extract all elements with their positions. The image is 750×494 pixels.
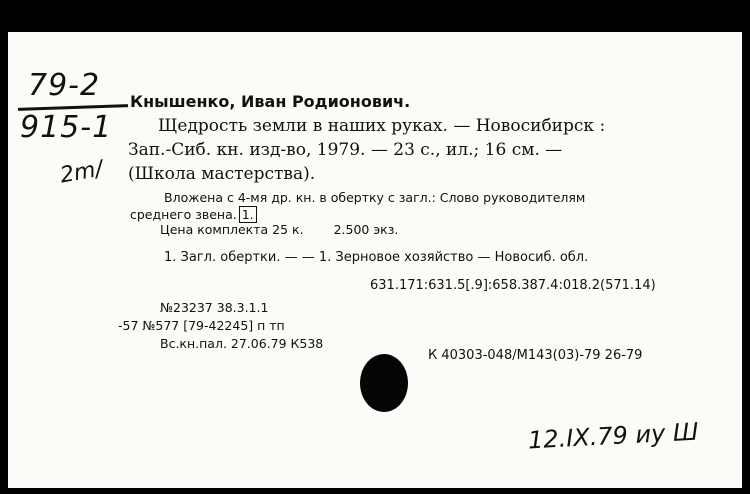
- catalog-line-1: №23237 38.3.1.1: [160, 300, 269, 315]
- call-number-top: 79-2: [28, 68, 101, 103]
- print-run: 2.500 экз.: [333, 222, 399, 237]
- author-heading: Кнышенко, Иван Родионович.: [130, 92, 411, 111]
- note-line-1: Вложена с 4-мя др. кн. в обертку с загл.: Слово руководителям: [164, 190, 586, 205]
- subject-tracing: 1. Загл. обертки. — — 1. Зерновое хозяйство — Новосиб. обл.: [164, 250, 589, 265]
- note-line-2-text: среднего звена.: [130, 207, 237, 222]
- k-index-line: К 40303-048/М143(03)-79 26-79: [428, 348, 643, 363]
- catalog-line-2: -57 №577 [79-42245] п тп: [118, 318, 285, 333]
- call-number-bottom: 915-1: [20, 110, 113, 145]
- udc-index: 631.171:631.5[.9]:658.387.4:018.2(571.14): [370, 278, 656, 293]
- handwritten-date: 12.IX.79 иу Ш: [527, 417, 700, 455]
- punch-hole: [360, 354, 408, 412]
- price: Цена комплекта 25 к.: [160, 222, 304, 237]
- price-line: [160, 222, 398, 237]
- title-line-3: (Школа мастерства).: [128, 164, 316, 184]
- catalog-line-3: Вс.кн.пал. 27.06.79 К538: [160, 336, 324, 351]
- margin-handwritten-note: 2m/: [58, 156, 105, 189]
- title-line-2: Зап.-Сиб. кн. изд-во, 1979. — 23 с., ил.; 16 см. —: [128, 140, 563, 160]
- note-line-2: [130, 206, 257, 223]
- catalog-card: [8, 32, 742, 488]
- note-box-mark: 1.: [239, 206, 257, 223]
- title-line-1: Щедрость земли в наших руках. — Новосибирск :: [158, 116, 606, 136]
